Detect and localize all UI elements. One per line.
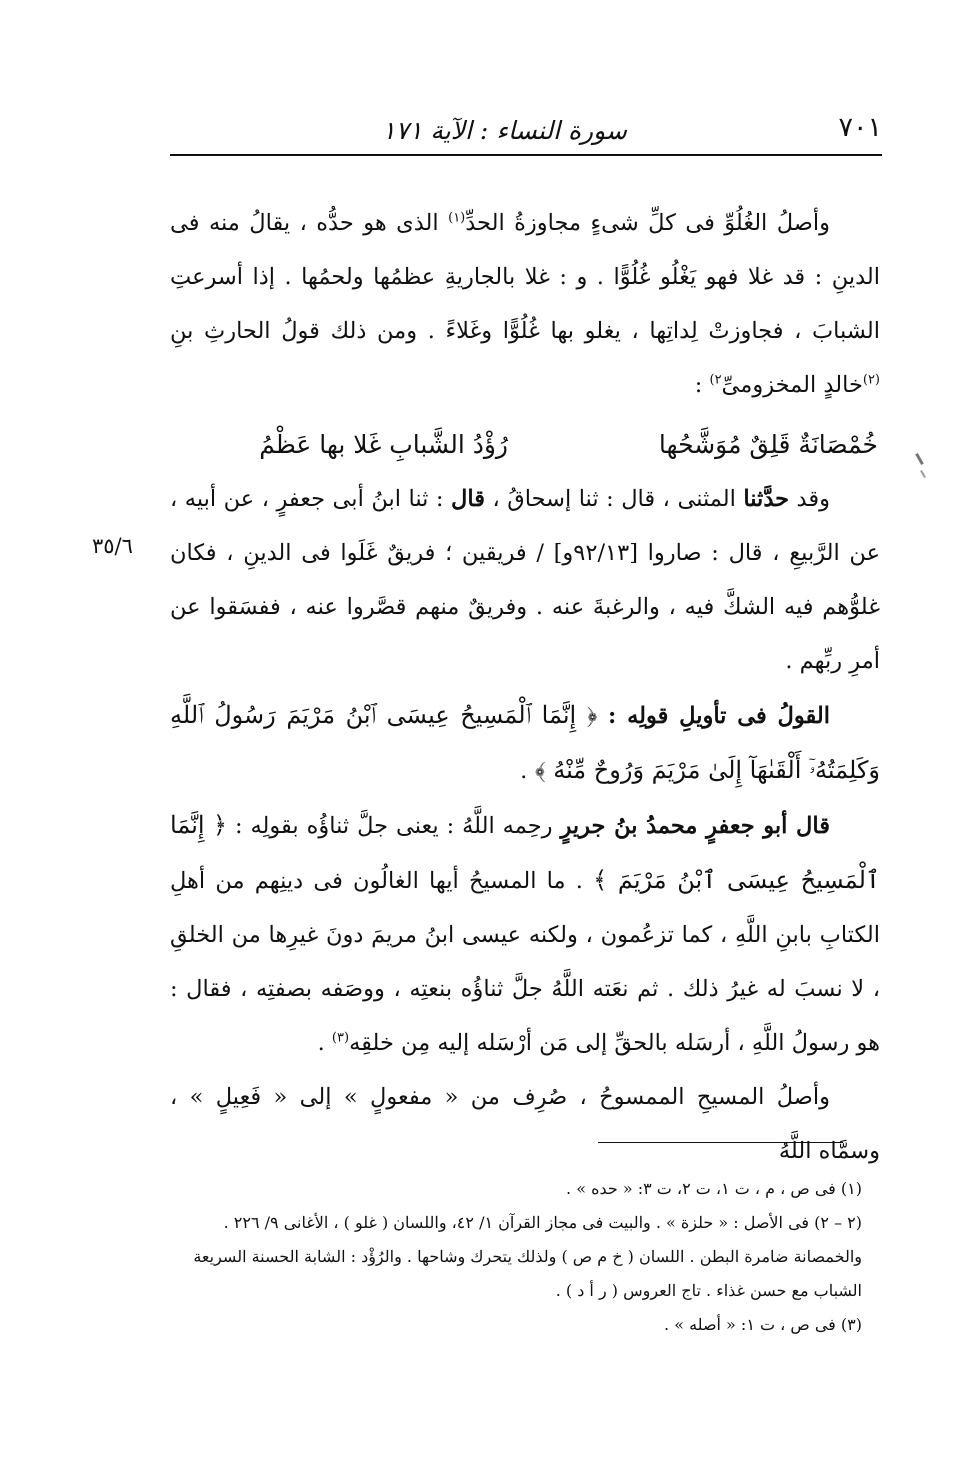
footnote: (١) فى ص ، م ، ت ١، ت ٢، ت ٣: « حده » . bbox=[566, 1179, 862, 1198]
isnad-keyword: قال bbox=[451, 486, 485, 512]
page-header bbox=[170, 112, 882, 152]
footnote-ref[interactable]: ٢) bbox=[709, 372, 722, 388]
scan-mark bbox=[920, 470, 926, 478]
text-run: وأصلُ الغُلُوِّ فى كلِّ شىءٍ مجاوزةُ الحدِّ bbox=[465, 210, 830, 236]
page-number: ٧٠١ bbox=[838, 112, 882, 143]
poetry-verse bbox=[170, 418, 880, 472]
footnote: والخمصانة ضامرة البطن . اللسان ( خ م ص ) ولذلك يتحرك وشاحها . والرُؤْد : الشابة الحسنة السريعة الشباب مع حسن غذاء . تاج العروس ( ر أ د ) . bbox=[193, 1247, 862, 1300]
text-run: رحِمه اللَّهُ : يعنى جلَّ ثناؤُه بقولِه : bbox=[227, 813, 561, 839]
margin-reference: ٣٥/٦ bbox=[92, 534, 133, 558]
author-attribution: قال أبو جعفرٍ محمدُ بنُ جريرٍ bbox=[560, 813, 830, 839]
text-run: خالدٍ المخزومىِّ bbox=[721, 372, 863, 398]
paragraph: وأصلُ المسيحِ الممسوحُ ، صُرِف من « مفعولٍ » إلى « فَعِيلٍ » ، وسمَّاه اللَّهُ bbox=[170, 1084, 880, 1164]
paragraph bbox=[170, 196, 880, 412]
text-run: . bbox=[520, 758, 528, 784]
main-text bbox=[170, 196, 880, 1178]
text-run: . ما المسيحُ أيها الغالُون فى دينِهم من أهلِ الكتابِ بابنِ اللَّهِ ، كما تزعُمون ، ولكنه عيسى ابنُ مريمَ دونَ غيرِها من الخلقِ ، لا نسبَ له غيرُ ذلك . ثم نعَته اللَّهُ جلَّ ثناؤُه بنعتِه ، ووصَفه بصفتِه ، فقال : هو رسولُ اللَّهِ ، أرسَله بالحقِّ إلى مَن أرْسَله إليه مِن خلقِه bbox=[170, 868, 880, 1056]
paragraph bbox=[170, 688, 880, 798]
quran-quote: ﴿ إِنَّمَا ٱلْمَسِيحُ عِيسَى ٱبْنُ مَرْيَمَ رَسُولُ ٱللَّهِ وَكَلِمَتُهُۥٓ أَلْقَىٰهَآ إِلَىٰ مَرْيَمَ وَرُوحٌ مِّنْهُ ﴾ bbox=[170, 701, 880, 784]
paragraph bbox=[170, 798, 880, 1070]
header-rule bbox=[170, 154, 882, 156]
section-heading: القولُ فى تأويلِ قولِه : bbox=[607, 703, 830, 729]
running-title: سورة النساء : الآية ١٧١ bbox=[382, 116, 627, 145]
verse-hemistich-second: رُؤْدُ الشَّبابِ غَلا بها عَظْمُ bbox=[259, 430, 508, 459]
footnote-rule bbox=[598, 1142, 843, 1143]
text-run: المثنى ، قال : ثنا إسحاقُ ، bbox=[484, 486, 744, 512]
text-run: . bbox=[317, 1030, 332, 1056]
text-run: : bbox=[694, 372, 710, 398]
footnote-ref[interactable]: (٢) bbox=[862, 372, 880, 388]
text-run: الذى هو حدُّه ، يقالُ منه فى الدينِ : قد غلا فهو يَغْلُو غُلُوًّا . و : غلا بالجاريةِ عظمُها ولحمُها . إذا أسرعتِ الشبابَ ، فجاوزتْ لِداتِها ، يغلو بها غُلُوًّا وغَلاءً . ومن ذلك قولُ الحارثِ بنِ bbox=[170, 210, 880, 344]
quran-quote: ﴿ إِنَّمَا ٱلْمَسِيحُ عِيسَى ٱبْنُ مَرْيَمَ ﴾ bbox=[170, 811, 880, 894]
scan-mark bbox=[915, 453, 924, 465]
footnote-ref[interactable]: (٣) bbox=[331, 1030, 350, 1046]
footnote: (٣) فى ص ، ت ١: « أصله » . bbox=[664, 1315, 862, 1334]
text-run: : ثنا ابنُ أبى جعفرٍ ، عن أبيه ، عن الرَّبيعِ ، قال : صاروا [٩٢/١٣و] / فريقين ؛ فريقٌ غَلَوا فى الدينِ ، فكان غلوُّهم فيه الشكَّ فيه ، والرغبةَ عنه . وفريقٌ منهم قصَّروا عنه ، ففسَقوا عن أمرِ ربِّهم . bbox=[170, 486, 880, 674]
paragraph bbox=[170, 472, 880, 688]
text-run: وقد bbox=[789, 486, 830, 512]
footnote: (٢ – ٢) فى الأصل : « حلزة » . والبيت فى مجاز القرآن ١/ ٤٢، واللسان ( غلو ) ، الأغانى ٩/ ٢٢٦ . bbox=[223, 1213, 862, 1232]
footnotes bbox=[150, 1172, 862, 1342]
isnad-keyword: حدَّثنا bbox=[743, 486, 790, 512]
verse-hemistich-first: خُمْصَانَةٌ قَلِقٌ مُوَشَّحُها bbox=[658, 430, 878, 459]
footnote-ref[interactable]: (١) bbox=[448, 210, 466, 226]
